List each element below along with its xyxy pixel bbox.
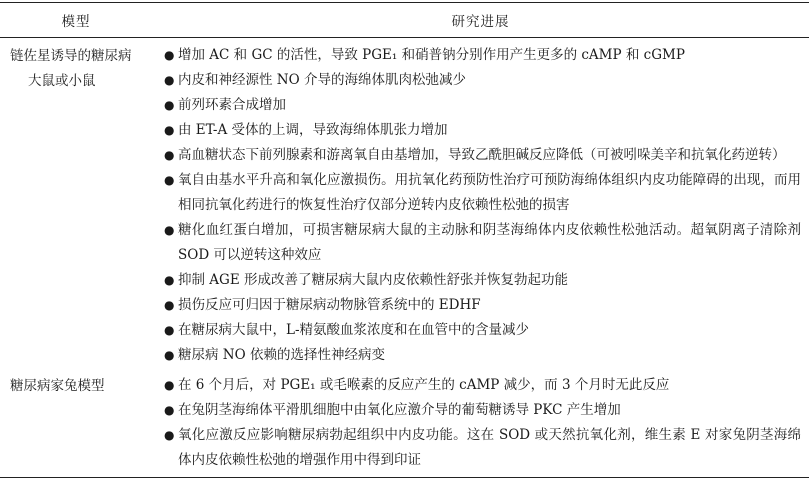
list-item-text: 由 ET-A 受体的上调，导致海绵体肌张力增加: [178, 122, 448, 138]
list-item: [164, 68, 801, 93]
progress-cell: [152, 368, 809, 478]
bullet-icon: ●: [164, 223, 175, 237]
bullet-icon: ●: [164, 73, 175, 87]
list-item: [164, 118, 801, 143]
list-item-text: 在兔阴茎海绵体平滑肌细胞中由氧化应激介导的葡萄糖诱导 PKC 产生增加: [178, 402, 621, 418]
list-item: [164, 318, 801, 343]
list-item: [164, 343, 801, 368]
list-item-text: 糖尿病 NO 依赖的选择性神经病变: [178, 347, 385, 363]
progress-list: [152, 368, 809, 473]
bullet-icon: ●: [164, 323, 175, 337]
list-item: [164, 218, 801, 268]
list-item: [164, 143, 801, 168]
header-research-progress: 研究进展: [152, 3, 809, 38]
list-item: [164, 43, 801, 68]
bullet-icon: ●: [164, 48, 175, 62]
bullet-icon: ●: [164, 148, 175, 162]
model-cell: [0, 368, 152, 478]
list-item-text: 前列环素合成增加: [178, 97, 286, 113]
bullet-icon: ●: [164, 98, 175, 112]
list-item-text: 增加 AC 和 GC 的活性，导致 PGE₁ 和硝普钠分别作用产生更多的 cAMP 和 cGMP: [178, 47, 685, 63]
progress-list: [152, 38, 809, 368]
model-cell: [0, 38, 152, 369]
list-item: [164, 398, 801, 423]
list-item: [164, 268, 801, 293]
progress-cell: [152, 38, 809, 369]
model-name-line: 链佐星诱导的糖尿病: [10, 48, 132, 64]
list-item: [164, 423, 801, 473]
bullet-icon: ●: [164, 378, 175, 392]
table-row: [0, 38, 809, 369]
list-item-text: 内皮和神经源性 NO 介导的海绵体肌肉松弛减少: [178, 72, 466, 88]
list-item: [164, 293, 801, 318]
list-item: [164, 93, 801, 118]
list-item-text: 糖化血红蛋白增加，可损害糖尿病大鼠的主动脉和阴茎海绵体内皮依赖性松弛活动。超氧阴离子清除剂 SOD 可以逆转这种效应: [178, 222, 801, 263]
header-model: 模型: [0, 3, 152, 38]
list-item-text: 在糖尿病大鼠中，L-精氨酸血浆浓度和在血管中的含量减少: [178, 322, 530, 338]
list-item-text: 在 6 个月后，对 PGE₁ 或毛喉素的反应产生的 cAMP 减少，而 3 个月时无此反应: [178, 377, 670, 393]
list-item: [164, 168, 801, 218]
bullet-icon: ●: [164, 273, 175, 287]
bullet-icon: ●: [164, 123, 175, 137]
list-item-text: 损伤反应可归因于糖尿病动物脉管系统中的 EDHF: [178, 297, 481, 313]
research-progress-table: [0, 2, 809, 478]
table-header-row: [0, 3, 809, 38]
list-item-text: 抑制 AGE 形成改善了糖尿病大鼠内皮依赖性舒张并恢复勃起功能: [178, 272, 568, 288]
model-name-line: 糖尿病家兔模型: [10, 378, 105, 394]
list-item-text: 高血糖状态下前列腺素和游离氧自由基增加，导致乙酰胆碱反应降低（可被吲哚美辛和抗氧化药逆转）: [178, 147, 786, 163]
list-item-text: 氧化应激反应影响糖尿病勃起组织中内皮功能。这在 SOD 或天然抗氧化剂，维生素 E 对家兔阴茎海绵体内皮依赖性松弛的增强作用中得到印证: [178, 427, 801, 468]
bullet-icon: ●: [164, 403, 175, 417]
bullet-icon: ●: [164, 428, 175, 442]
bullet-icon: ●: [164, 348, 175, 362]
list-item-text: 氧自由基水平升高和氧化应激损伤。用抗氧化药预防性治疗可预防海绵体组织内皮功能障碍的出现，而用相同抗氧化药进行的恢复性治疗仅部分逆转内皮依赖性松弛的损害: [178, 172, 801, 213]
table-row: [0, 368, 809, 478]
bullet-icon: ●: [164, 298, 175, 312]
list-item: [164, 373, 801, 398]
model-name-line: 大鼠或小鼠: [28, 73, 96, 89]
bullet-icon: ●: [164, 173, 175, 187]
